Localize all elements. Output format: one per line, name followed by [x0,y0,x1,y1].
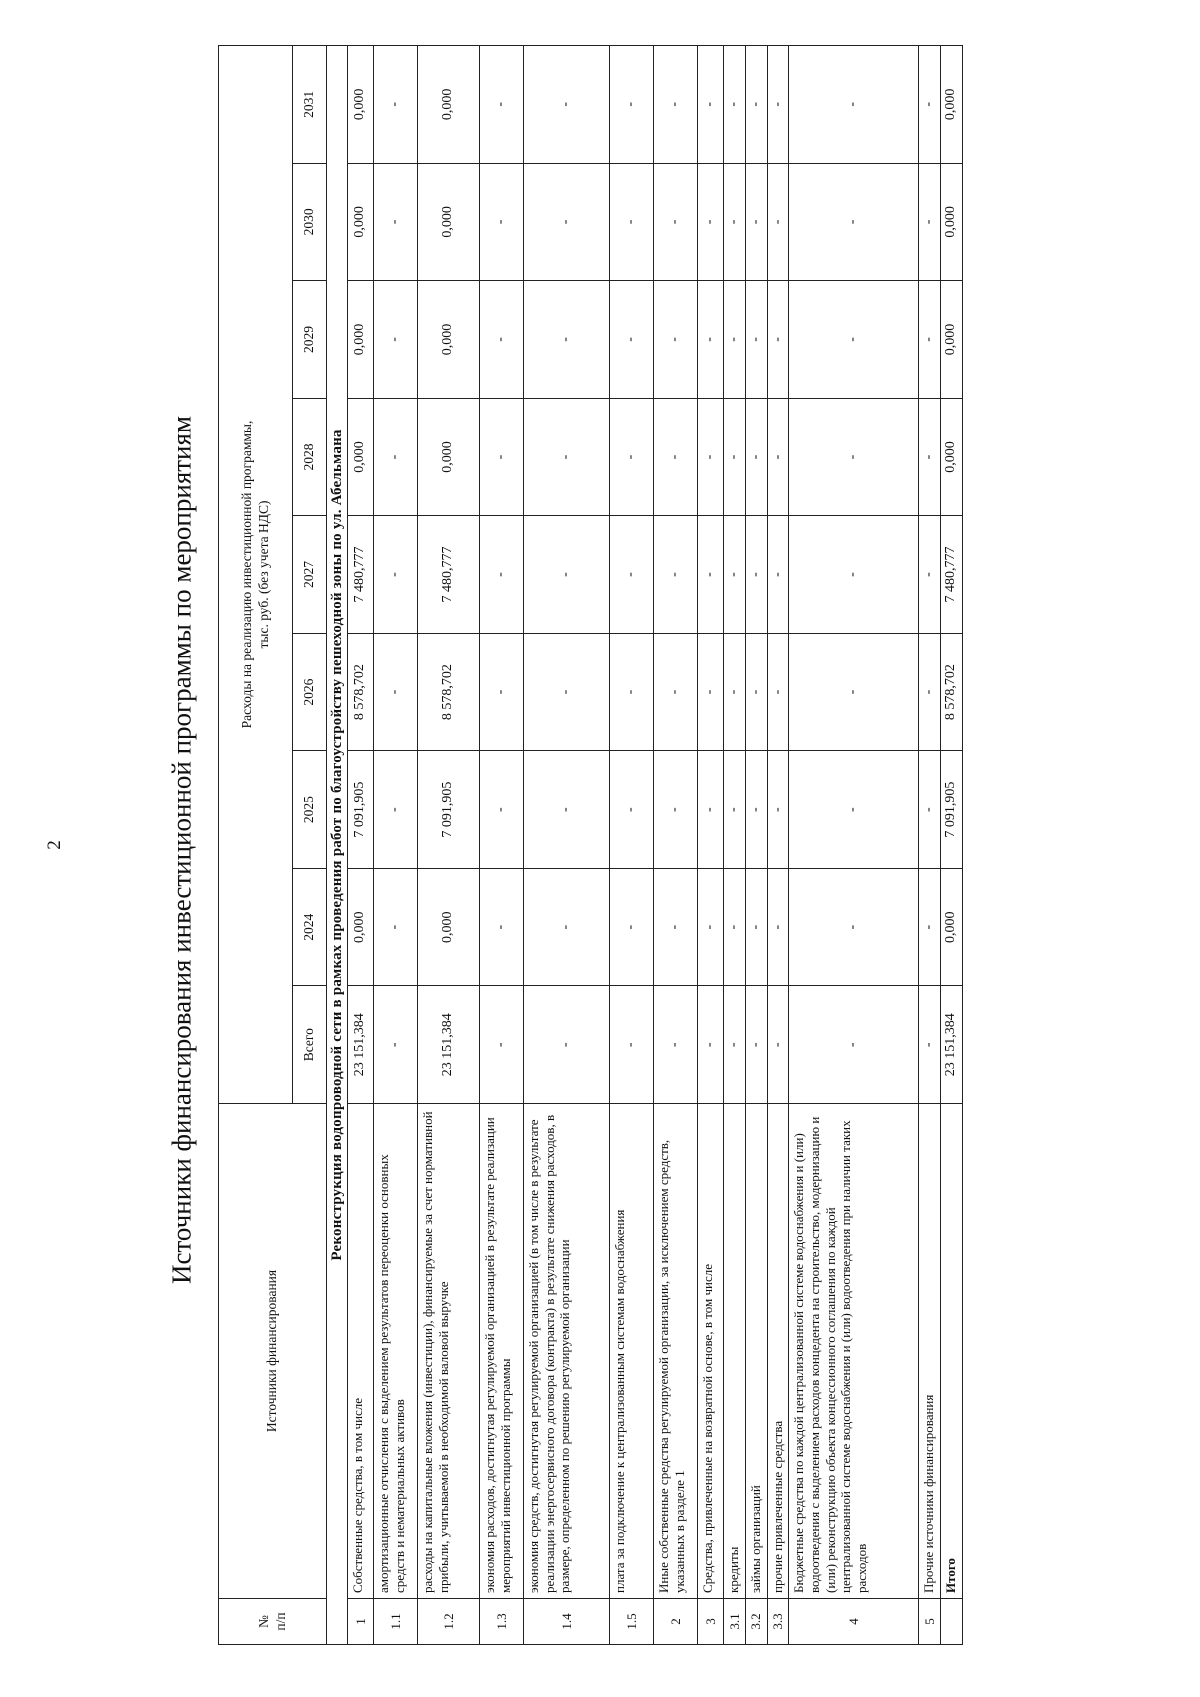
value-year: - [698,516,724,634]
value-total: - [919,986,941,1104]
value-year: - [724,868,746,986]
source-name: экономия средств, достигнутая регулируемой организацией (в том числе в результате реализации энергосервисного договора (контракта) в результате снижения расходов, в размере, определенном по решению регулируемой организации [524,1104,610,1599]
value-year: - [610,633,654,751]
value-total: - [654,986,698,1104]
value-year: 0,000 [418,868,480,986]
value-year: 0,000 [348,281,374,399]
value-year: - [789,46,919,164]
value-year: - [480,751,524,869]
value-total: - [524,986,610,1104]
source-name: расходы на капитальные вложения (инвестиции), финансируемые за счет нормативной прибыли, учитываемой в необходимой валовой выручке [418,1104,480,1599]
value-year: - [724,398,746,516]
value-year: - [919,281,941,399]
value-year: - [789,751,919,869]
value-year: - [724,163,746,281]
source-name: Иные собственные средства регулируемой организации, за исключением средств, указанных в разделе 1 [654,1104,698,1599]
value-total: - [374,986,418,1104]
table-row [919,46,941,1645]
value-year: - [745,751,767,869]
value-year: - [767,46,789,164]
value-year: - [480,281,524,399]
value-year: - [374,398,418,516]
row-number: 1.5 [610,1599,654,1645]
value-year: - [524,281,610,399]
value-year: - [610,516,654,634]
value-year: 7 480,777 [941,516,963,634]
page-number: 2 [44,840,65,850]
value-year: 8 578,702 [348,633,374,751]
table-row [789,46,919,1645]
value-year: 0,000 [941,281,963,399]
value-year: - [789,633,919,751]
table-row [767,46,789,1645]
table-row [524,46,610,1645]
header-year: 2030 [293,163,327,281]
row-number: 3.1 [724,1599,746,1645]
value-year: - [374,281,418,399]
value-year: 0,000 [418,163,480,281]
value-year: - [767,163,789,281]
header-year: 2028 [293,398,327,516]
value-year: - [654,46,698,164]
value-total: - [698,986,724,1104]
value-year: - [767,516,789,634]
value-total: - [610,986,654,1104]
value-total: - [724,986,746,1104]
value-year: 0,000 [418,46,480,164]
value-year: - [654,281,698,399]
row-number: 3.3 [767,1599,789,1645]
table-row [724,46,746,1645]
value-year: - [610,163,654,281]
header-year: 2024 [293,868,327,986]
row-number: 4 [789,1599,919,1645]
value-year: - [724,751,746,869]
row-number: 1.1 [374,1599,418,1645]
value-year: - [919,163,941,281]
value-year: - [745,163,767,281]
source-name: прочие привлеченные средства [767,1104,789,1599]
value-total: - [767,986,789,1104]
value-year: 7 480,777 [418,516,480,634]
value-year: - [654,163,698,281]
row-number: 2 [654,1599,698,1645]
source-name: Бюджетные средства по каждой централизованной системе водоснабжения и (или) водоотведения с выделением расходов концедента на строительство, модернизацию и (или) реконструкцию объекта концессионного соглашения по каждой централизованной системе водоснабжения и (или) водоотведения при наличии таких расходов [789,1104,919,1599]
value-year: - [610,398,654,516]
value-year: - [610,868,654,986]
value-year: 7 480,777 [348,516,374,634]
source-name: Прочие источники финансирования [919,1104,941,1599]
value-year: - [767,398,789,516]
row-number [941,1599,963,1645]
row-number: 1.3 [480,1599,524,1645]
value-year: - [789,868,919,986]
value-year: - [480,163,524,281]
value-year: - [480,633,524,751]
value-year: - [374,751,418,869]
value-year: 7 091,905 [348,751,374,869]
value-year: - [654,868,698,986]
value-year: - [610,751,654,869]
section-title: Реконструкция водопроводной сети в рамках проведения работ по благоустройству пешеходной зоны по ул. Абельмана [327,46,348,1645]
header-year: 2025 [293,751,327,869]
value-year: 0,000 [348,398,374,516]
value-total: - [480,986,524,1104]
source-name: Итого [941,1104,963,1599]
value-year: - [654,751,698,869]
value-year: 0,000 [941,398,963,516]
value-year: 8 578,702 [418,633,480,751]
header-year: 2031 [293,46,327,164]
value-year: - [919,633,941,751]
value-year: - [480,868,524,986]
source-name: Средства, привлеченные на возвратной основе, в том числе [698,1104,724,1599]
value-year: - [610,281,654,399]
source-name: Собственные средства, в том числе [348,1104,374,1599]
value-year: - [524,751,610,869]
value-year: - [524,163,610,281]
page-title: Источники финансирования инвестиционной программы по мероприятиям [166,415,197,1285]
value-year: - [745,633,767,751]
value-year: - [374,633,418,751]
value-year: 0,000 [941,868,963,986]
value-year: - [767,868,789,986]
value-year: 0,000 [348,46,374,164]
value-year: - [524,633,610,751]
value-year: 8 578,702 [941,633,963,751]
value-year: - [919,751,941,869]
value-year: 0,000 [941,163,963,281]
value-year: - [698,751,724,869]
value-year: - [480,516,524,634]
source-name: кредиты [724,1104,746,1599]
row-number: 1 [348,1599,374,1645]
table-row [610,46,654,1645]
value-year: - [767,751,789,869]
table-row [745,46,767,1645]
value-year: - [745,516,767,634]
value-total: - [745,986,767,1104]
value-year: - [789,163,919,281]
table-row [698,46,724,1645]
value-year: 0,000 [941,46,963,164]
table-row [480,46,524,1645]
value-year: - [919,516,941,634]
value-year: - [724,281,746,399]
source-name: займы организаций [745,1104,767,1599]
value-year: - [789,516,919,634]
value-total: 23 151,384 [418,986,480,1104]
header-num: № п/п [219,1599,327,1645]
value-year: - [698,281,724,399]
header-year: 2027 [293,516,327,634]
value-year: - [724,633,746,751]
value-year: - [745,868,767,986]
source-name: плата за подключение к централизованным системам водоснабжения [610,1104,654,1599]
financing-table-container [218,45,959,1645]
table-row [418,46,480,1645]
source-name: амортизационные отчисления с выделением результатов переоценки основных средств и нематериальных активов [374,1104,418,1599]
row-number: 1.2 [418,1599,480,1645]
table-row [348,46,374,1645]
value-year: - [610,46,654,164]
value-total: 23 151,384 [941,986,963,1104]
value-year: - [698,633,724,751]
row-number: 5 [919,1599,941,1645]
value-year: - [654,516,698,634]
source-name: экономия расходов, достигнутая регулируемой организацией в результате реализации мероприятий инвестиционной программы [480,1104,524,1599]
value-year: - [919,46,941,164]
total-row [941,46,963,1645]
value-year: - [745,398,767,516]
value-total: - [789,986,919,1104]
table-row [374,46,418,1645]
value-year: - [480,46,524,164]
value-year: - [698,163,724,281]
table-row [654,46,698,1645]
value-year: - [745,281,767,399]
value-year: - [524,398,610,516]
value-year: - [654,398,698,516]
value-year: 7 091,905 [941,751,963,869]
value-year: - [374,46,418,164]
value-year: - [724,46,746,164]
header-total: Всего [293,986,327,1104]
value-year: - [524,516,610,634]
value-year: 0,000 [418,281,480,399]
value-year: - [524,868,610,986]
value-year: - [745,46,767,164]
value-year: - [698,868,724,986]
value-year: - [480,398,524,516]
value-year: - [724,516,746,634]
value-year: 0,000 [418,398,480,516]
value-year: - [698,46,724,164]
row-number: 3 [698,1599,724,1645]
value-year: 0,000 [348,868,374,986]
value-year: - [374,516,418,634]
header-source: Источники финансирования [219,1104,327,1599]
value-year: - [767,281,789,399]
value-year: - [789,398,919,516]
value-year: - [524,46,610,164]
value-year: - [374,868,418,986]
header-year: 2026 [293,633,327,751]
value-year: - [698,398,724,516]
header-expenses: Расходы на реализацию инвестиционной программы, тыс. руб. (без учета НДС) [219,46,293,1104]
value-year: - [919,868,941,986]
value-year: - [789,281,919,399]
header-year: 2029 [293,281,327,399]
value-total: 23 151,384 [348,986,374,1104]
financing-table [218,45,963,1645]
value-year: - [374,163,418,281]
value-year: - [767,633,789,751]
row-number: 1.4 [524,1599,610,1645]
row-number: 3.2 [745,1599,767,1645]
value-year: 0,000 [348,163,374,281]
value-year: - [919,398,941,516]
value-year: - [654,633,698,751]
value-year: 7 091,905 [418,751,480,869]
